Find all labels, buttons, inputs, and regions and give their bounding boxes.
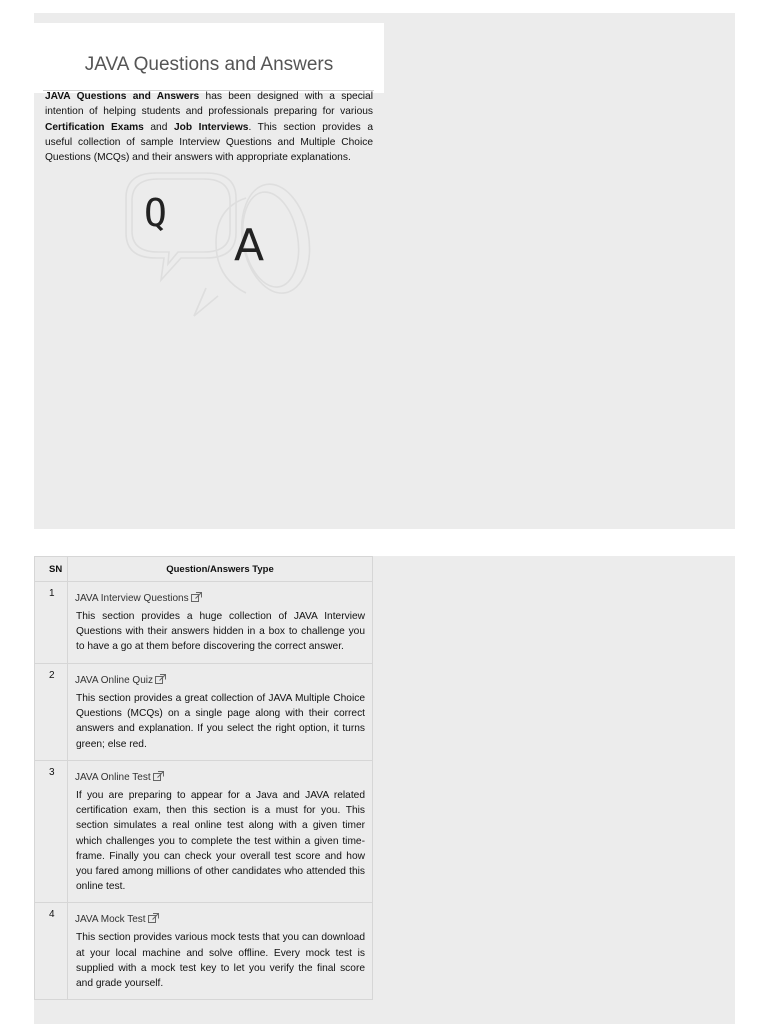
link-label: JAVA Mock Test: [75, 914, 146, 926]
intro-text-2: and: [143, 121, 174, 133]
row-description: This section provides various mock tests that you can download at your local machine and solve offline. Every mock test is supplied with a mock test key to let you verify the final score and grade yourself.: [76, 932, 365, 990]
page-title: JAVA Questions and Answers: [84, 54, 334, 75]
row-sn: 2: [35, 664, 68, 761]
intro-bold-interviews: Job Interviews: [173, 121, 249, 133]
page-2: [34, 556, 735, 1024]
table-row: [35, 903, 373, 1000]
link-java-interview-questions[interactable]: [75, 592, 202, 604]
intro-text-3: . This section provides a useful collection of sample Interview Questions and Multiple Choice Questions (MCQs) and their answers with appropriate explanations.: [45, 121, 373, 164]
table-row: [35, 664, 373, 761]
link-label: JAVA Interview Questions: [75, 593, 189, 604]
external-link-icon: [148, 913, 159, 923]
link-label: JAVA Online Test: [75, 772, 151, 783]
page-1: [34, 13, 735, 529]
column-header-type: Question/Answers Type: [68, 557, 373, 582]
external-link-icon: [191, 592, 202, 602]
link-label: JAVA Online Quiz: [75, 675, 153, 686]
table-row: [35, 761, 373, 903]
link-java-online-quiz[interactable]: [75, 674, 166, 686]
row-description: If you are preparing to appear for a Java and JAVA related certification exam, then this section is a must for you. This section simulates a real online test along with a given timer which challenges you to complete the test within a given time-frame. Finally you can check your overall test score and how you fared among millions of other candidates who attended this online test.: [76, 790, 365, 893]
qa-types-table: [34, 556, 373, 1000]
qa-icon-a: A: [234, 220, 265, 271]
intro-paragraph: [45, 89, 373, 165]
title-box: [34, 23, 384, 93]
table-header-row: [35, 557, 373, 582]
link-java-mock-test[interactable]: [75, 913, 159, 925]
link-java-online-test[interactable]: [75, 771, 164, 783]
row-description: This section provides a great collection of JAVA Multiple Choice Questions (MCQs) on a single page along with their correct answers and explanation. If you select the right option, it turns green; else red.: [76, 693, 365, 750]
intro-bold-certification: Certification Exams: [45, 121, 144, 133]
intro-text-1: has been designed with a special intention of helping students and professionals preparing for various: [45, 91, 373, 118]
external-link-icon: [155, 674, 166, 684]
qa-icon: [106, 168, 311, 318]
row-sn: 3: [35, 761, 68, 903]
qa-icon-q: Q: [144, 191, 167, 235]
column-header-sn: SN: [35, 557, 68, 582]
external-link-icon: [153, 771, 164, 781]
row-sn: 1: [35, 582, 68, 664]
table-row: [35, 582, 373, 664]
intro-bold-java: JAVA Questions and Answers: [45, 91, 200, 102]
row-sn: 4: [35, 903, 68, 1000]
row-description: This section provides a huge collection of JAVA Interview Questions with their answers hidden in a box to challenge you to have a go at them before discovering the correct answer.: [76, 611, 365, 653]
